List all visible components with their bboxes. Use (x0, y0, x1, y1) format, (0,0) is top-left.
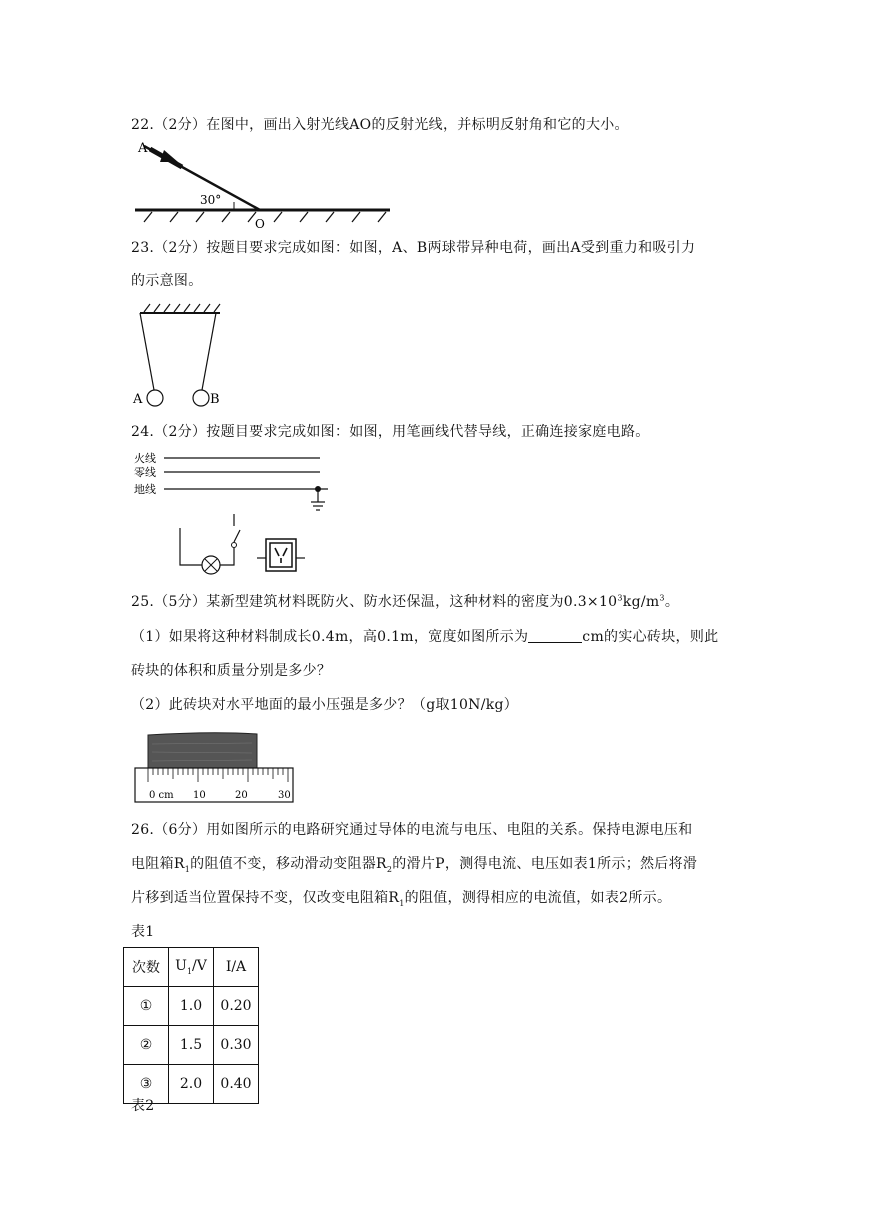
q24-text: 24.（2分）按题目要求完成如图：如图，用笔画线代替导线，正确连接家庭电路。 (131, 424, 650, 440)
ground-wire-label: 地线 (134, 483, 156, 496)
q25-line1: 25.（5分）某新型建筑材料既防火、防水还保温，这种材料的密度为$0.3\times 10^3kg/m^3$。 (131, 593, 680, 610)
table-cell: ② (124, 1026, 169, 1065)
q26-line2: 电阻箱$R_1$的阻值不变，移动滑动变阻器$R_2$的滑片P，测得电流、电压如表1所示；然后将滑 (131, 856, 698, 874)
q26-line3: 片移到适当位置保持不变，仅改变电阻箱$R_1$的阻值，测得相应的电流值，如表2所示。 (131, 890, 672, 908)
table-cell: 1.0 (169, 987, 214, 1026)
neutral-wire-label: 零线 (134, 466, 156, 479)
table1-title: 表1 (131, 924, 155, 940)
q25-part2: （2）此砖块对水平地面的最小压强是多少？（g取10N/kg） (131, 697, 519, 713)
household-circuit-figure (130, 448, 340, 578)
table-cell: 0.30 (214, 1026, 259, 1065)
angle-label: 30° (200, 193, 222, 207)
live-wire-label: 火线 (134, 452, 156, 465)
table-cell: 1.5 (169, 1026, 214, 1065)
table1-header-cell: I/A (214, 948, 259, 987)
q25-part1: （1）如果将这种材料制成长0.4m，高0.1m，宽度如图所示为 cm的实心砖块，则此 (131, 629, 719, 645)
table-cell: ③ (124, 1065, 169, 1104)
q26-line1: 26.（6分）用如图所示的电路研究通过导体的电流与电压、电阻的关系。保持电源电压和 (131, 822, 693, 838)
ruler-label-20: 20 (235, 790, 248, 801)
q23-line1: 23.（2分）按题目要求完成如图：如图，A、B两球带异种电荷，画出A受到重力和吸引力 (131, 240, 696, 256)
q23-line2: 的示意图。 (131, 273, 203, 289)
ruler-label-30: 30 (278, 790, 291, 801)
table-cell: 0.20 (214, 987, 259, 1026)
ball-b-label: B (210, 392, 220, 407)
table1-header-cell: $U_1/V$ (169, 948, 214, 987)
table-row (124, 1026, 259, 1065)
ruler-label-10: 10 (193, 790, 206, 801)
table2-title: 表2 (131, 1098, 155, 1114)
answer-blank[interactable] (528, 628, 582, 643)
ball-a-label: A (133, 392, 143, 407)
q25-part1-line2: 砖块的体积和质量分别是多少？ (131, 663, 332, 679)
table-cell: 2.0 (169, 1065, 214, 1104)
table-cell: 0.40 (214, 1065, 259, 1104)
table1-header-cell: 次数 (124, 948, 169, 987)
point-a-label: A (138, 141, 148, 156)
point-o-label: O (255, 217, 265, 230)
charged-balls-figure (130, 300, 230, 412)
ruler-figure (132, 730, 297, 805)
table-cell: ① (124, 987, 169, 1026)
table-row (124, 987, 259, 1026)
reflection-figure (130, 138, 395, 230)
q22-text: 22.（2分）在图中，画出入射光线AO的反射光线，并标明反射角和它的大小。 (131, 117, 629, 133)
ruler-label-0: 0 cm (149, 790, 174, 801)
table1-header-row (124, 948, 259, 987)
table1 (123, 947, 259, 1104)
